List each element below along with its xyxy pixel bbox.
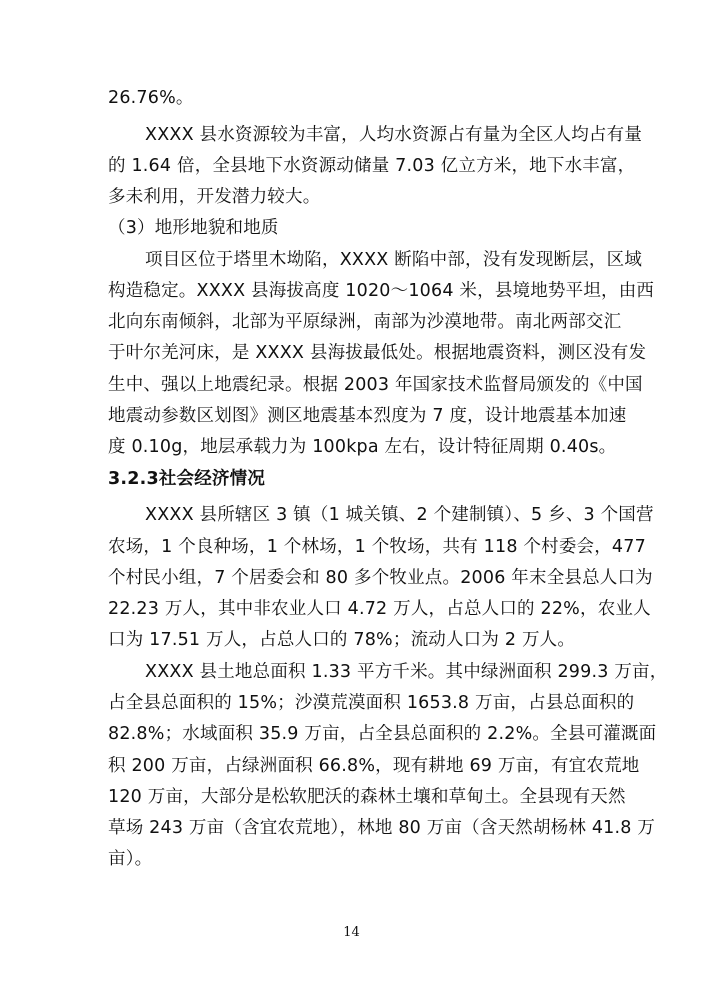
paragraph-line: 120 万亩，大部分是松软肥沃的森林土壤和草甸土。全县现有天然 (108, 787, 626, 807)
paragraph-line: XXXX 县所辖区 3 镇（1 城关镇、2 个建制镇）、5 乡、3 个国营 (145, 505, 654, 525)
paragraph-line: 多未利用，开发潜力较大。 (108, 187, 321, 207)
paragraph-line: 口为 17.51 万人，占总人口的 78%；流动人口为 2 万人。 (108, 630, 576, 650)
paragraph-line: 的 1.64 倍，全县地下水资源动储量 7.03 亿立方米，地下水丰富， (108, 156, 636, 176)
paragraph-line: 生中、强以上地震纪录。根据 2003 年国家技术监督局颁发的《中国 (108, 375, 643, 395)
paragraph-line: 占全县总面积的 15%；沙漠荒漠面积 1653.8 万亩，占县总面积的 (108, 693, 635, 713)
paragraph-line: 积 200 万亩，占绿洲面积 66.8%，现有耕地 69 万亩，有宜农荒地 (108, 756, 640, 776)
paragraph-line: XXXX 县土地总面积 1.33 平方千米。其中绿洲面积 299.3 万亩， (145, 662, 668, 682)
paragraph-line: 26.76%。 (108, 88, 194, 108)
paragraph-line: 农场，1 个良种场，1 个林场，1 个牧场，共有 118 个村委会，477 (108, 537, 646, 557)
paragraph-line: 于叶尔羌河床，是 XXXX 县海拔最低处。根据地震资料，测区没有发 (108, 343, 647, 363)
paragraph-line: 度 0.10g，地层承载力为 100kpa 左右，设计特征周期 0.40s。 (108, 437, 617, 457)
paragraph-line: 构造稳定。XXXX 县海拔高度 1020～1064 米，县境地势平坦，由西 (108, 281, 655, 301)
subsection-heading: （3）地形地貌和地质 (108, 218, 279, 238)
paragraph-line: 亩）。 (108, 849, 153, 869)
paragraph-line: 草场 243 万亩（含宜农荒地），林地 80 万亩（含天然胡杨林 41.8 万 (108, 818, 656, 838)
paragraph-line: 北向东南倾斜，北部为平原绿洲，南部为沙漠地带。南北两部交汇 (108, 312, 622, 332)
paragraph-line: 个村民小组，7 个居委会和 80 多个牧业点。2006 年末全县总人口为 (108, 568, 653, 588)
paragraph-line: 地震动参数区划图》测区地震基本烈度为 7 度，设计地震基本加速 (108, 406, 627, 426)
page-number: 14 (343, 925, 360, 940)
section-heading: 3.2.3社会经济情况 (108, 469, 266, 489)
paragraph-line: 82.8%；水域面积 35.9 万亩，占全县总面积的 2.2%。全县可灌溉面 (108, 724, 657, 744)
paragraph-line: 项目区位于塔里木坳陷，XXXX 断陷中部，没有发现断层，区域 (145, 250, 643, 270)
paragraph-line: 22.23 万人，其中非农业人口 4.72 万人，占总人口的 22%，农业人 (108, 599, 651, 619)
paragraph-line: XXXX 县水资源较为丰富，人均水资源占有量为全区人均占有量 (145, 125, 643, 145)
